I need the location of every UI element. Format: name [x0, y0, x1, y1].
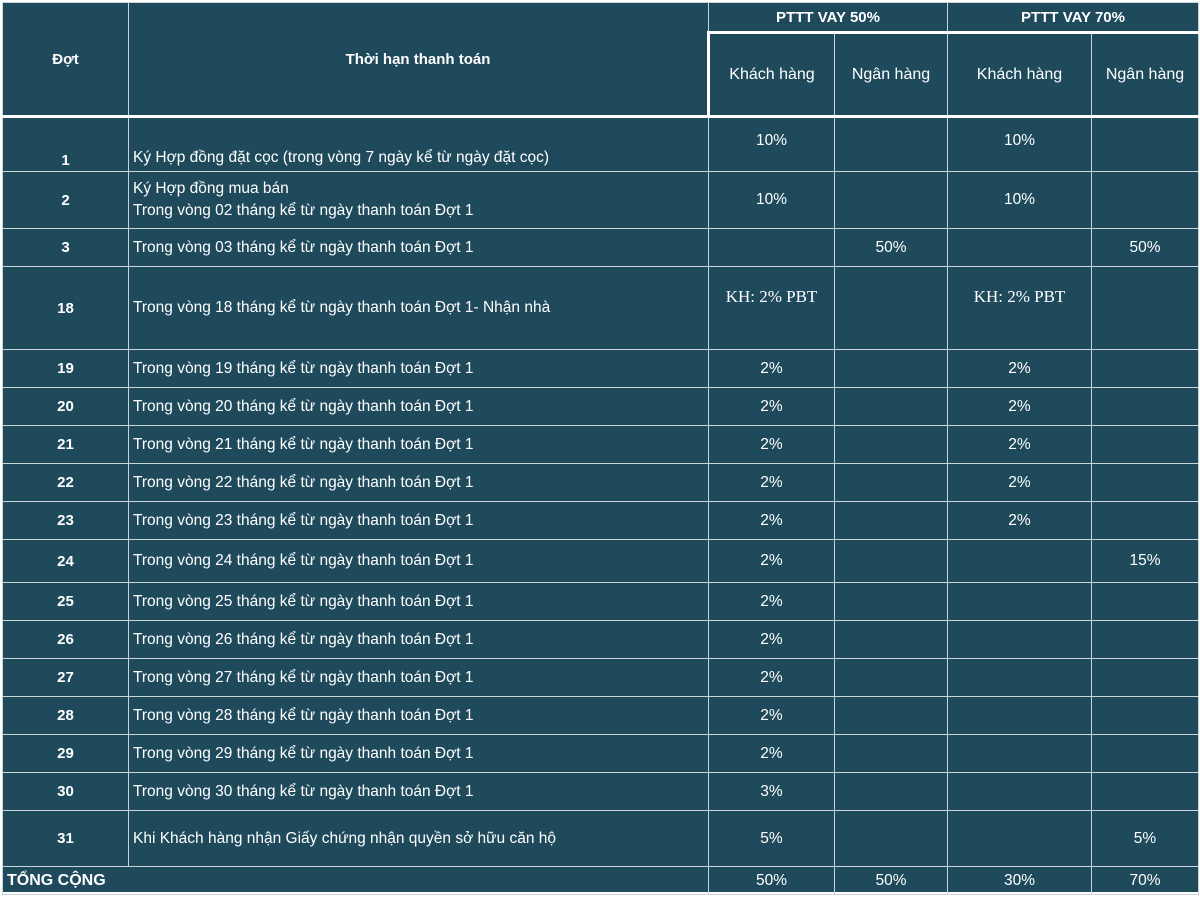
row-dot: 19	[3, 350, 129, 388]
row-customer-50: 2%	[709, 697, 835, 735]
table-row	[3, 540, 1199, 583]
row-customer-50: 10%	[709, 172, 835, 229]
row-bank-50	[835, 811, 948, 867]
payment-schedule-table	[2, 2, 1199, 895]
row-dot: 18	[3, 267, 129, 350]
row-bank-50	[835, 464, 948, 502]
row-term: Ký Hợp đồng đặt cọc (trong vòng 7 ngày kể từ ngày đặt cọc)	[129, 117, 709, 172]
row-bank-70: 50%	[1092, 229, 1199, 267]
row-customer-50: 5%	[709, 811, 835, 867]
row-customer-50: 10%	[709, 117, 835, 172]
row-bank-50	[835, 267, 948, 350]
row-bank-50	[835, 773, 948, 811]
row-bank-50	[835, 172, 948, 229]
row-dot: 22	[3, 464, 129, 502]
row-customer-50: 2%	[709, 464, 835, 502]
table-row	[3, 229, 1199, 267]
row-term: Trong vòng 30 tháng kể từ ngày thanh toán Đợt 1	[129, 773, 709, 811]
row-customer-70	[948, 811, 1092, 867]
row-dot: 23	[3, 502, 129, 540]
row-dot: 29	[3, 735, 129, 773]
row-bank-70	[1092, 697, 1199, 735]
row-bank-50: 50%	[835, 229, 948, 267]
row-customer-70	[948, 659, 1092, 697]
table-row	[3, 773, 1199, 811]
table-row	[3, 735, 1199, 773]
row-dot: 26	[3, 621, 129, 659]
header-customer-70: Khách hàng	[948, 33, 1092, 117]
table-body	[3, 117, 1199, 895]
row-bank-70	[1092, 583, 1199, 621]
row-customer-50: 2%	[709, 735, 835, 773]
row-term: Trong vòng 27 tháng kể từ ngày thanh toán Đợt 1	[129, 659, 709, 697]
row-bank-50	[835, 735, 948, 773]
row-term: Trong vòng 28 tháng kể từ ngày thanh toán Đợt 1	[129, 697, 709, 735]
total-customer-70: 30%	[948, 867, 1092, 895]
row-term: Khi Khách hàng nhận Giấy chứng nhận quyền sở hữu căn hộ	[129, 811, 709, 867]
table-row	[3, 583, 1199, 621]
row-bank-70	[1092, 773, 1199, 811]
table-row	[3, 464, 1199, 502]
row-term: Trong vòng 20 tháng kể từ ngày thanh toán Đợt 1	[129, 388, 709, 426]
row-term: Trong vòng 25 tháng kể từ ngày thanh toán Đợt 1	[129, 583, 709, 621]
table-row	[3, 621, 1199, 659]
row-customer-50: 2%	[709, 388, 835, 426]
header-dot: Đợt	[3, 3, 129, 117]
row-bank-70: 15%	[1092, 540, 1199, 583]
row-bank-50	[835, 583, 948, 621]
table-row	[3, 267, 1199, 350]
table-row	[3, 350, 1199, 388]
row-dot: 28	[3, 697, 129, 735]
row-term-line-1: Ký Hợp đồng mua bán	[133, 180, 289, 197]
row-term: Trong vòng 03 tháng kể từ ngày thanh toán Đợt 1	[129, 229, 709, 267]
table-row	[3, 659, 1199, 697]
row-customer-50: 3%	[709, 773, 835, 811]
row-bank-70	[1092, 735, 1199, 773]
row-term: Trong vòng 21 tháng kể từ ngày thanh toán Đợt 1	[129, 426, 709, 464]
row-dot: 31	[3, 811, 129, 867]
row-bank-70: 5%	[1092, 811, 1199, 867]
row-customer-70	[948, 621, 1092, 659]
row-customer-70	[948, 735, 1092, 773]
row-bank-70	[1092, 267, 1199, 350]
row-bank-70	[1092, 464, 1199, 502]
header-customer-50: Khách hàng	[709, 33, 835, 117]
row-dot: 3	[3, 229, 129, 267]
table-row	[3, 811, 1199, 867]
row-customer-70: KH: 2% PBT	[948, 267, 1092, 350]
row-dot: 25	[3, 583, 129, 621]
row-term: Trong vòng 23 tháng kể từ ngày thanh toán Đợt 1	[129, 502, 709, 540]
row-customer-50: 2%	[709, 350, 835, 388]
table-row	[3, 502, 1199, 540]
row-bank-70	[1092, 502, 1199, 540]
table-row	[3, 388, 1199, 426]
row-dot: 21	[3, 426, 129, 464]
table-row	[3, 172, 1199, 229]
header-group-loan-50: PTTT VAY 50%	[709, 3, 948, 33]
row-customer-70	[948, 773, 1092, 811]
row-customer-50	[709, 229, 835, 267]
row-bank-70	[1092, 426, 1199, 464]
row-dot: 1	[3, 117, 129, 172]
row-bank-50	[835, 117, 948, 172]
total-row	[3, 867, 1199, 895]
row-customer-70: 10%	[948, 172, 1092, 229]
row-bank-70	[1092, 350, 1199, 388]
row-bank-50	[835, 540, 948, 583]
row-term: Trong vòng 26 tháng kể từ ngày thanh toán Đợt 1	[129, 621, 709, 659]
header-bank-70: Ngân hàng	[1092, 33, 1199, 117]
row-customer-70	[948, 229, 1092, 267]
row-customer-50: 2%	[709, 426, 835, 464]
table-row	[3, 697, 1199, 735]
row-customer-70	[948, 697, 1092, 735]
row-bank-50	[835, 388, 948, 426]
row-term: Trong vòng 19 tháng kể từ ngày thanh toán Đợt 1	[129, 350, 709, 388]
row-dot: 2	[3, 172, 129, 229]
row-customer-50: KH: 2% PBT	[709, 267, 835, 350]
row-term: Trong vòng 22 tháng kể từ ngày thanh toán Đợt 1	[129, 464, 709, 502]
header-group-loan-70: PTTT VAY 70%	[948, 3, 1199, 33]
row-bank-50	[835, 502, 948, 540]
row-bank-50	[835, 697, 948, 735]
row-bank-70	[1092, 388, 1199, 426]
row-dot: 24	[3, 540, 129, 583]
row-customer-70: 2%	[948, 388, 1092, 426]
total-label: TỔNG CỘNG	[3, 867, 709, 895]
row-term: Trong vòng 24 tháng kể từ ngày thanh toán Đợt 1	[129, 540, 709, 583]
row-term: Trong vòng 18 tháng kể từ ngày thanh toán Đợt 1- Nhận nhà	[129, 267, 709, 350]
row-customer-70: 2%	[948, 350, 1092, 388]
row-bank-70	[1092, 659, 1199, 697]
row-customer-50: 2%	[709, 621, 835, 659]
row-customer-70	[948, 540, 1092, 583]
table-row	[3, 117, 1199, 172]
row-dot: 30	[3, 773, 129, 811]
row-bank-70	[1092, 621, 1199, 659]
header-payment-term: Thời hạn thanh toán	[129, 3, 709, 117]
row-customer-50: 2%	[709, 659, 835, 697]
row-bank-50	[835, 659, 948, 697]
header-bank-50: Ngân hàng	[835, 33, 948, 117]
row-customer-70: 2%	[948, 426, 1092, 464]
row-dot: 27	[3, 659, 129, 697]
row-customer-70	[948, 583, 1092, 621]
total-bank-70: 70%	[1092, 867, 1199, 895]
row-customer-70: 10%	[948, 117, 1092, 172]
row-term-line-2: Trong vòng 02 tháng kể từ ngày thanh toán Đợt 1	[133, 202, 474, 219]
row-customer-50: 2%	[709, 540, 835, 583]
row-bank-70	[1092, 117, 1199, 172]
row-term: Trong vòng 29 tháng kể từ ngày thanh toán Đợt 1	[129, 735, 709, 773]
row-bank-50	[835, 350, 948, 388]
row-customer-70: 2%	[948, 464, 1092, 502]
row-bank-70	[1092, 172, 1199, 229]
row-term	[129, 172, 709, 229]
row-customer-50: 2%	[709, 583, 835, 621]
row-bank-50	[835, 426, 948, 464]
total-customer-50: 50%	[709, 867, 835, 895]
row-customer-50: 2%	[709, 502, 835, 540]
row-bank-50	[835, 621, 948, 659]
row-dot: 20	[3, 388, 129, 426]
total-bank-50: 50%	[835, 867, 948, 895]
table-row	[3, 426, 1199, 464]
payment-schedule-sheet	[2, 2, 1198, 892]
row-customer-70: 2%	[948, 502, 1092, 540]
